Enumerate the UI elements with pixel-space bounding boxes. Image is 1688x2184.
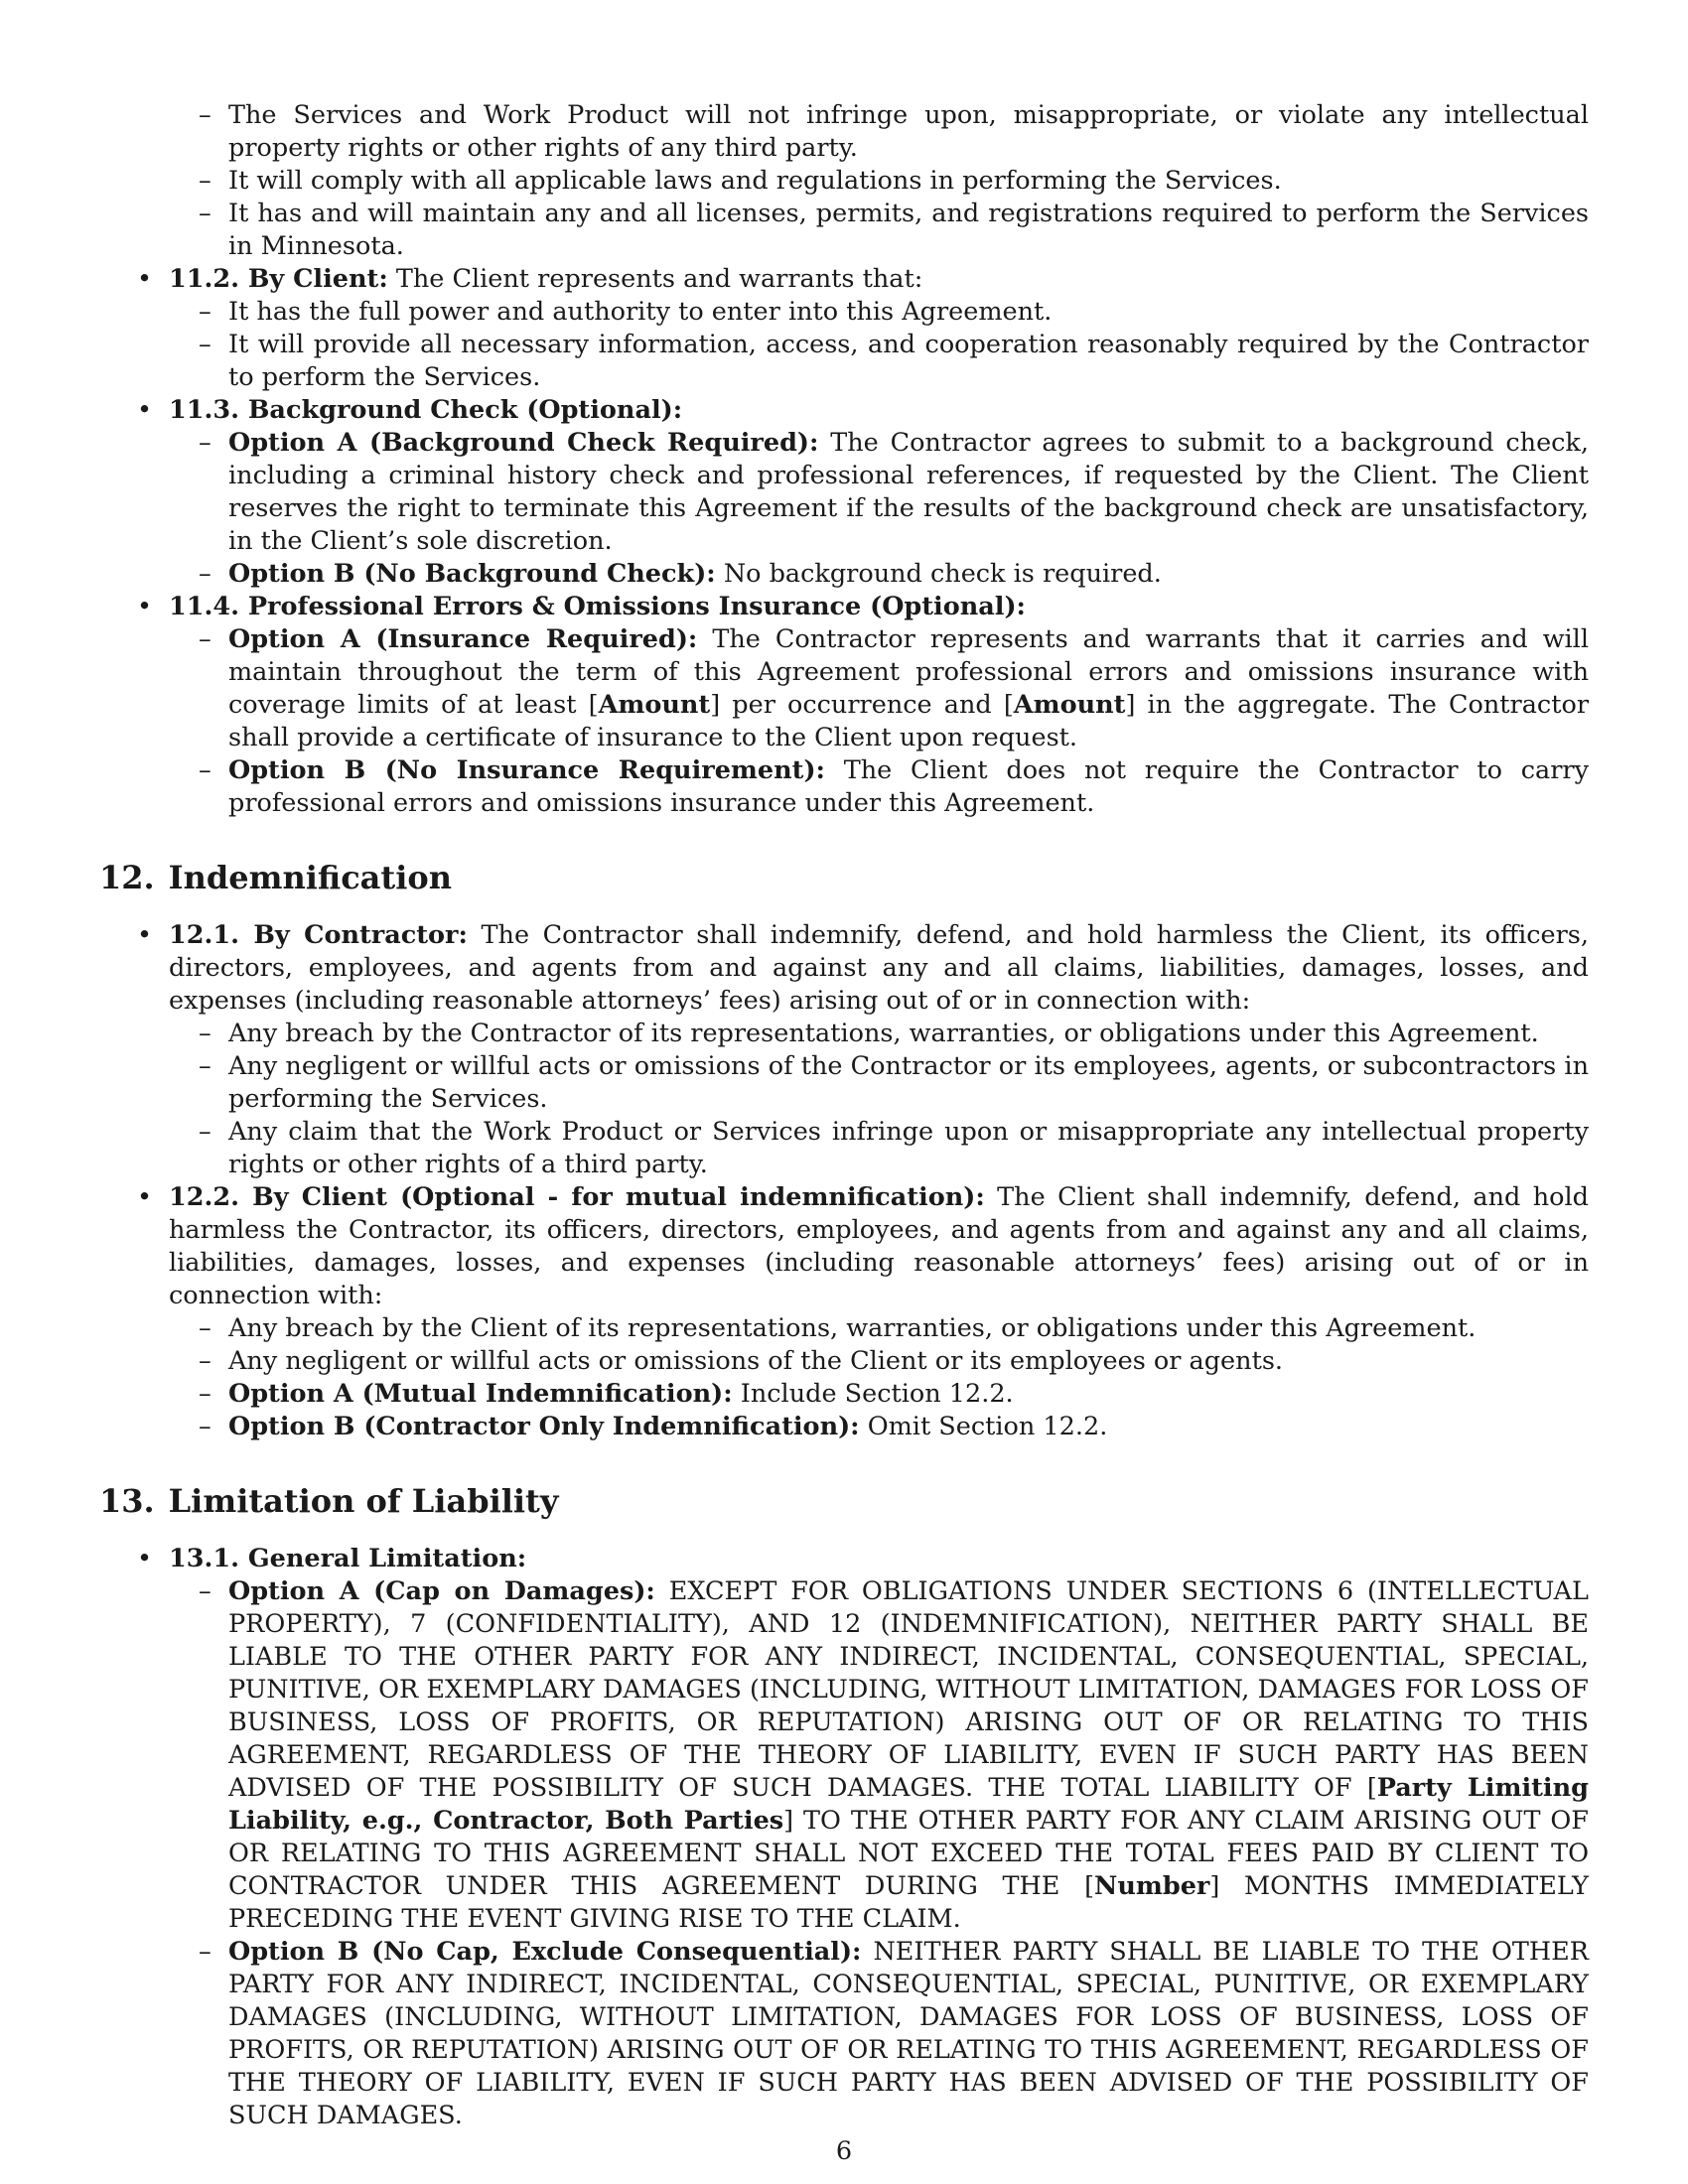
option-text: No background check is required. xyxy=(723,559,1162,589)
list-item: – Any negligent or willful acts or omissions of the Client or its employees or agents. xyxy=(169,1345,1589,1378)
clause-11-4-options xyxy=(169,623,1589,820)
list-item: – The Services and Work Product will not infringe upon, misappropriate, or violate any intellectual property rights or other rights of any third party. xyxy=(169,99,1589,165)
placeholder: Amount xyxy=(598,690,711,720)
clause-text: The Client represents and warrants that: xyxy=(395,264,923,294)
option-label: Option A (Cap on Damages): xyxy=(228,1576,655,1606)
section-title: Limitation of Liability xyxy=(168,1482,559,1520)
list-item: – Any claim that the Work Product or Services infringe upon or misappropriate any intellectual property rights or other rights of a third party. xyxy=(169,1116,1589,1181)
option-text: The Contractor represents and warrants that it carries and will maintain throughout the term of this Agreement professional errors and omissions insurance with coverage limits of at least [ xyxy=(228,624,1589,720)
clause-12-1-items xyxy=(169,1018,1589,1181)
clause-label: 12.2. By Client (Optional - for mutual indemnification): xyxy=(169,1182,985,1212)
option-label: Option A (Background Check Required): xyxy=(228,428,819,458)
clause-text: The Client shall indemnify, defend, and hold harmless the Contractor, its officers, directors, employees, and agents from and against any and all claims, liabilities, damages, losses, and expenses (including reasonable attorneys’ fees) arising out of or in connection with: xyxy=(169,1182,1589,1310)
option-text: ] TO THE OTHER PARTY FOR ANY CLAIM ARISING OUT OF OR RELATING TO THIS AGREEMENT SHALL NOT EXCEED THE TOTAL FEES PAID BY CLIENT TO CONTRACTOR UNDER THIS AGREEMENT DURING THE [ xyxy=(228,1806,1589,1901)
clause-label: 11.2. By Client: xyxy=(169,264,388,294)
option-text: Omit Section 12.2. xyxy=(867,1412,1108,1441)
option-label: Option B (No Background Check): xyxy=(228,559,716,589)
clause-11-1-items xyxy=(169,99,1589,263)
clause-11-3 xyxy=(99,394,1589,591)
section-12 xyxy=(99,919,1589,1443)
option-label: Option A (Mutual Indemnification): xyxy=(228,1379,733,1409)
option-text: NEITHER PARTY SHALL BE LIABLE TO THE OTHER PARTY FOR ANY INDIRECT, INCIDENTAL, CONSEQUENTIAL, SPECIAL, PUNITIVE, OR EXEMPLARY DAMAGES (INCLUDING, WITHOUT LIMITATION, DAMAGES FOR LOSS OF BUSINESS, LOSS OF PROFITS, OR REPUTATION) ARISING OUT OF OR RELATING TO THIS AGREEMENT, REGARDLESS OF THE THEORY OF LIABILITY, EVEN IF SUCH PARTY HAS BEEN ADVISED OF THE POSSIBILITY OF SUCH DAMAGES. xyxy=(228,1937,1589,2130)
option-a xyxy=(169,1575,1589,1936)
document-page xyxy=(99,99,1589,2132)
list-item: – It has the full power and authority to enter into this Agreement. xyxy=(169,296,1589,329)
clause-11-2 xyxy=(99,263,1589,394)
list-item: – Any breach by the Client of its representations, warranties, or obligations under this Agreement. xyxy=(169,1312,1589,1345)
list-item: – It will comply with all applicable laws and regulations in performing the Services. xyxy=(169,165,1589,198)
option-text: The Client does not require the Contractor to carry professional errors and omissions insurance under this Agreement. xyxy=(228,755,1590,818)
option-text: Include Section 12.2. xyxy=(740,1379,1014,1409)
clause-label: 13.1. General Limitation: xyxy=(169,1544,527,1573)
placeholder: Amount xyxy=(1013,690,1126,720)
option-a xyxy=(169,623,1589,754)
option-b xyxy=(169,754,1589,820)
list-item: – It has and will maintain any and all licenses, permits, and registrations required to perform the Services in Minnesota. xyxy=(169,198,1589,263)
section-11-continued xyxy=(99,99,1589,820)
placeholder: Party Limiting Liability, e.g., Contractor, Both Parties xyxy=(228,1773,1589,1836)
option-text: ] in the aggregate. The Contractor shall provide a certificate of insurance to the Client upon request. xyxy=(228,690,1590,752)
clause-11-4 xyxy=(99,591,1589,820)
option-label: Option B (No Insurance Requirement): xyxy=(228,755,825,785)
clause-label: 11.3. Background Check (Optional): xyxy=(169,395,683,425)
clause-13-1 xyxy=(99,1543,1589,2132)
clause-12-2 xyxy=(99,1181,1589,1443)
clause-13-1-options xyxy=(169,1575,1589,2132)
section-number: 13. xyxy=(99,1482,155,1520)
section-13 xyxy=(99,1543,1589,2132)
option-b xyxy=(169,1411,1589,1443)
option-text: EXCEPT FOR OBLIGATIONS UNDER SECTIONS 6 (INTELLECTUAL PROPERTY), 7 (CONFIDENTIALITY), AND 12 (INDEMNIFICATION), NEITHER PARTY SHALL BE LIABLE TO THE OTHER PARTY FOR ANY INDIRECT, INCIDENTAL, CONSEQUENTIAL, SPECIAL, PUNITIVE, OR EXEMPLARY DAMAGES (INCLUDING, WITHOUT LIMITATION, DAMAGES FOR LOSS OF BUSINESS, LOSS OF PROFITS, OR REPUTATION) ARISING OUT OF OR RELATING TO THIS AGREEMENT, REGARDLESS OF THE THEORY OF LIABILITY, EVEN IF SUCH PARTY HAS BEEN ADVISED OF THE POSSIBILITY OF SUCH DAMAGES. THE TOTAL LIABILITY OF [ xyxy=(228,1576,1589,1803)
option-a xyxy=(169,427,1589,558)
section-heading-12 xyxy=(99,859,1589,896)
option-a xyxy=(169,1378,1589,1411)
clause-label: 12.1. By Contractor: xyxy=(169,920,468,950)
list-item: – It will provide all necessary information, access, and cooperation reasonably required by the Contractor to perform the Services. xyxy=(169,329,1589,394)
clause-11-2-items xyxy=(169,296,1589,394)
list-item: – Any breach by the Contractor of its representations, warranties, or obligations under this Agreement. xyxy=(169,1018,1589,1050)
clause-text: The Contractor shall indemnify, defend, and hold harmless the Client, its officers, directors, employees, and agents from and against any and all claims, liabilities, damages, losses, and expenses (including reasonable attorneys’ fees) arising out of or in connection with: xyxy=(169,920,1589,1016)
option-text: ] MONTHS IMMEDIATELY PRECEDING THE EVENT GIVING RISE TO THE CLAIM. xyxy=(228,1871,1589,1934)
option-label: Option A (Insurance Required): xyxy=(228,624,698,654)
option-label: Option B (Contractor Only Indemnification): xyxy=(228,1412,860,1441)
section-title: Indemnification xyxy=(168,859,452,896)
placeholder: Number xyxy=(1094,1871,1210,1901)
page-number: 6 xyxy=(835,2136,853,2166)
option-b xyxy=(169,1936,1589,2132)
clause-12-1 xyxy=(99,919,1589,1181)
clause-11-3-options xyxy=(169,427,1589,591)
section-heading-13 xyxy=(99,1482,1589,1520)
option-text: ] per occurrence and [ xyxy=(710,690,1014,720)
option-b xyxy=(169,558,1589,591)
option-text: The Contractor agrees to submit to a background check, including a criminal history check and professional references, if requested by the Client. The Client reserves the right to terminate this Agreement if the results of the background check are unsatisfactory, in the Client’s sole discretion. xyxy=(228,428,1589,556)
clause-11-1-continued xyxy=(99,99,1589,263)
clause-12-2-items xyxy=(169,1312,1589,1443)
section-number: 12. xyxy=(99,859,155,896)
list-item: – Any negligent or willful acts or omissions of the Contractor or its employees, agents, or subcontractors in performing the Services. xyxy=(169,1050,1589,1116)
option-label: Option B (No Cap, Exclude Consequential): xyxy=(228,1937,862,1967)
clause-label: 11.4. Professional Errors & Omissions Insurance (Optional): xyxy=(169,592,1026,621)
